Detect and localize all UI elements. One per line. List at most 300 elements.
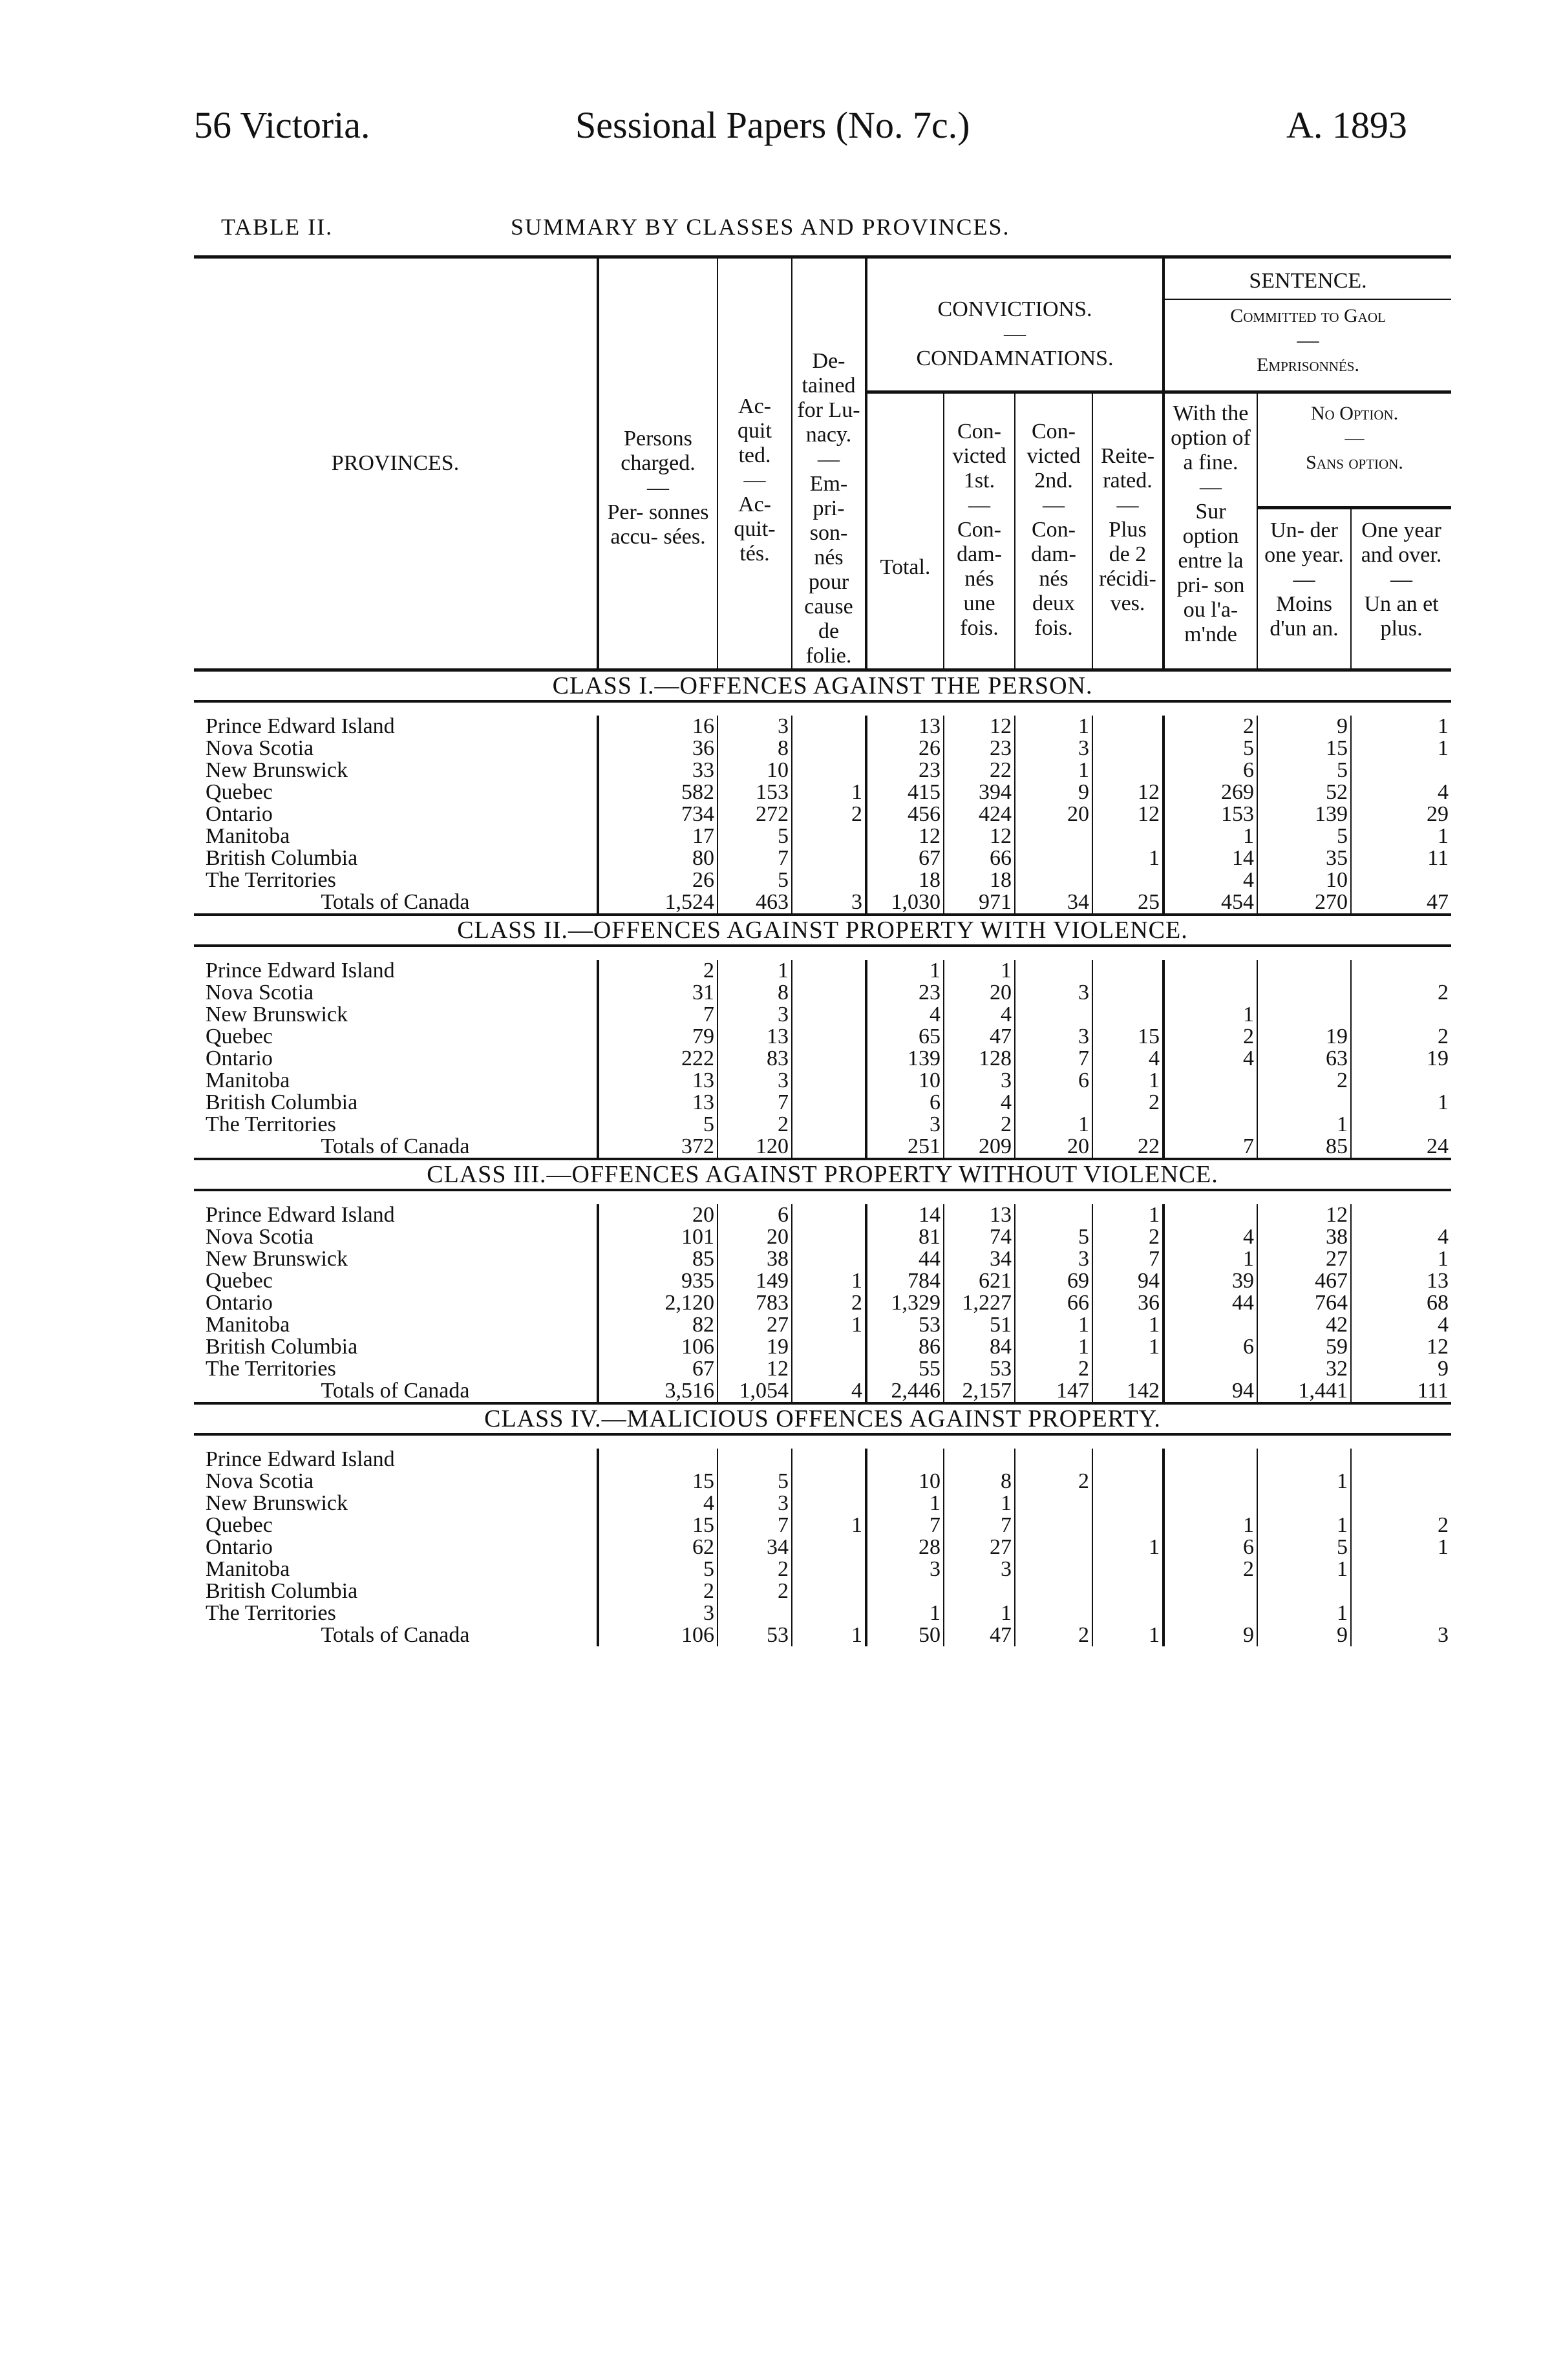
detained-lunacy-cell <box>792 847 866 869</box>
persons-charged-cell: 2,120 <box>598 1292 717 1314</box>
province-name: New Brunswick <box>206 758 348 782</box>
convicted-second-cell: 1 <box>1015 760 1092 781</box>
convictions-total-cell: 28 <box>866 1536 944 1558</box>
spacer-row <box>194 701 1451 716</box>
convicted-first-total-cell: 2,157 <box>944 1380 1015 1403</box>
convicted-second-cell: 3 <box>1015 982 1092 1004</box>
convicted-first-cell: 74 <box>944 1226 1015 1248</box>
province-name: Manitoba <box>206 824 290 848</box>
with-option-fine-cell <box>1164 1314 1257 1336</box>
one-year-and-over-cell: 4 <box>1351 1226 1451 1248</box>
province-name: Prince Edward Island <box>206 959 395 983</box>
province-name: Prince Edward Island <box>206 714 395 738</box>
detained-lunacy-cell <box>792 1092 866 1114</box>
persons-charged-cell: 31 <box>598 982 717 1004</box>
one-year-over-header: One year and over. — Un an et plus. <box>1351 507 1451 670</box>
detained-lunacy-cell <box>792 1004 866 1026</box>
persons-charged-cell: 85 <box>598 1248 717 1270</box>
under-one-year-cell: 1 <box>1257 1558 1351 1580</box>
province-name: New Brunswick <box>206 1247 348 1271</box>
persons-charged-cell: 101 <box>598 1226 717 1248</box>
convicted-first-total-cell: 971 <box>944 891 1015 915</box>
detained-lunacy-cell <box>792 1048 866 1070</box>
acquitted-cell: 38 <box>717 1248 792 1270</box>
convictions-total-cell: 415 <box>866 781 944 803</box>
one-year-and-over-cell <box>1351 1449 1451 1471</box>
persons-charged-cell: 36 <box>598 738 717 760</box>
detained-lunacy-cell <box>792 1580 866 1602</box>
table-row <box>194 1026 1451 1048</box>
under-one-year-cell: 10 <box>1257 869 1351 891</box>
under-one-year-total-cell: 9 <box>1257 1624 1351 1646</box>
under-one-year-cell: 764 <box>1257 1292 1351 1314</box>
detained-lunacy-cell <box>792 825 866 847</box>
table-row <box>194 1536 1451 1558</box>
under-one-year-cell: 2 <box>1257 1070 1351 1092</box>
persons-charged-cell: 80 <box>598 847 717 869</box>
reiterated-cell <box>1092 1558 1164 1580</box>
detained-lunacy-total-cell: 3 <box>792 891 866 915</box>
reiterated-cell <box>1092 1114 1164 1136</box>
no-option-header: No Option. — Sans option. <box>1257 392 1451 508</box>
convicted-second-cell: 6 <box>1015 1070 1092 1092</box>
persons-charged-cell: 2 <box>598 1580 717 1602</box>
persons-charged-cell: 13 <box>598 1070 717 1092</box>
province-name: Ontario <box>206 1047 273 1070</box>
convictions-total-cell: 18 <box>866 869 944 891</box>
class-title: CLASS II.—OFFENCES AGAINST PROPERTY WITH VIOLENCE. <box>194 915 1451 946</box>
convictions-total-cell: 86 <box>866 1336 944 1358</box>
convictions-total-cell: 12 <box>866 825 944 847</box>
under-one-year-cell: 1 <box>1257 1114 1351 1136</box>
sentence-header: SENTENCE. Committed to Gaol — Emprisonnés. <box>1164 257 1451 392</box>
convicted-first-cell: 2 <box>944 1114 1015 1136</box>
detained-lunacy-cell: 2 <box>792 803 866 825</box>
persons-charged-cell: 582 <box>598 781 717 803</box>
table-row <box>194 960 1451 982</box>
under-one-year-cell: 1 <box>1257 1471 1351 1493</box>
reiterated-cell <box>1092 982 1164 1004</box>
persons-charged-cell <box>598 1449 717 1471</box>
summary-table <box>194 255 1451 1646</box>
convicted-second-total-cell: 2 <box>1015 1624 1092 1646</box>
reiterated-cell: 1 <box>1092 847 1164 869</box>
under-one-year-cell <box>1257 1004 1351 1026</box>
with-option-fine-cell <box>1164 1493 1257 1514</box>
detained-lunacy-cell <box>792 869 866 891</box>
convicted-first-header: Con- victed 1st. — Con- dam- nés une fois. <box>944 392 1015 670</box>
detained-lunacy-cell: 1 <box>792 1514 866 1536</box>
convictions-total-cell: 7 <box>866 1514 944 1536</box>
one-year-and-over-cell: 2 <box>1351 982 1451 1004</box>
reiterated-cell: 7 <box>1092 1248 1164 1270</box>
with-option-fine-cell <box>1164 960 1257 982</box>
province-name: The Territories <box>206 1601 336 1625</box>
convicted-second-cell <box>1015 1004 1092 1026</box>
one-year-and-over-cell: 1 <box>1351 1092 1451 1114</box>
summary-table-frame <box>194 194 1451 2188</box>
persons-charged-cell: 7 <box>598 1004 717 1026</box>
acquitted-cell: 13 <box>717 1026 792 1048</box>
convicted-second-cell: 69 <box>1015 1270 1092 1292</box>
table-row <box>194 1602 1451 1624</box>
acquitted-cell: 2 <box>717 1580 792 1602</box>
detained-lunacy-cell <box>792 1114 866 1136</box>
reiterated-cell: 12 <box>1092 803 1164 825</box>
one-year-and-over-total-cell: 111 <box>1351 1380 1451 1403</box>
persons-charged-cell: 15 <box>598 1514 717 1536</box>
convicted-first-cell: 621 <box>944 1270 1015 1292</box>
convicted-second-cell: 2 <box>1015 1358 1092 1380</box>
persons-charged-cell: 16 <box>598 716 717 738</box>
detained-lunacy-cell <box>792 1536 866 1558</box>
under-one-year-cell: 5 <box>1257 760 1351 781</box>
with-option-fine-cell: 269 <box>1164 781 1257 803</box>
total-header: Total. <box>866 392 944 670</box>
under-one-year-cell: 5 <box>1257 825 1351 847</box>
under-one-year-header: Un- der one year. — Moins d'un an. <box>1257 507 1351 670</box>
table-row <box>194 1449 1451 1471</box>
province-name: The Territories <box>206 868 336 892</box>
convicted-first-cell: 34 <box>944 1248 1015 1270</box>
province-name: Nova Scotia <box>206 981 314 1004</box>
persons-charged-total-cell: 106 <box>598 1624 717 1646</box>
convicted-second-cell: 1 <box>1015 716 1092 738</box>
one-year-and-over-cell: 1 <box>1351 738 1451 760</box>
acquitted-cell: 20 <box>717 1226 792 1248</box>
with-option-fine-cell <box>1164 1449 1257 1471</box>
persons-charged-cell: 79 <box>598 1026 717 1048</box>
sessional-papers-label: Sessional Papers (No. 7c.) <box>575 104 970 146</box>
province-name: Quebec <box>206 1513 273 1537</box>
detained-lunacy-cell: 2 <box>792 1292 866 1314</box>
convicted-first-cell: 18 <box>944 869 1015 891</box>
with-option-fine-cell: 1 <box>1164 1004 1257 1026</box>
detained-lunacy-cell: 1 <box>792 1270 866 1292</box>
under-one-year-cell: 467 <box>1257 1270 1351 1292</box>
one-year-and-over-cell <box>1351 960 1451 982</box>
with-option-fine-cell: 1 <box>1164 1248 1257 1270</box>
one-year-and-over-cell: 4 <box>1351 781 1451 803</box>
table-row <box>194 716 1451 738</box>
reiterated-cell <box>1092 1004 1164 1026</box>
detained-lunacy-cell <box>792 960 866 982</box>
reiterated-cell: 1 <box>1092 1336 1164 1358</box>
with-option-header: With the option of a fine. — Sur option entre la pri- son ou l'a- m'nde <box>1164 392 1257 670</box>
with-option-fine-cell <box>1164 1358 1257 1380</box>
convictions-total-cell: 81 <box>866 1226 944 1248</box>
year-label: A. 1893 <box>1286 104 1407 146</box>
under-one-year-cell: 38 <box>1257 1226 1351 1248</box>
class-header-row <box>194 1159 1451 1190</box>
under-one-year-total-cell: 85 <box>1257 1136 1351 1159</box>
convicted-first-cell: 47 <box>944 1026 1015 1048</box>
persons-charged-cell: 62 <box>598 1536 717 1558</box>
under-one-year-cell: 1 <box>1257 1602 1351 1624</box>
session-label: 56 Victoria. <box>194 104 370 146</box>
table-label: TABLE II. <box>221 214 334 240</box>
one-year-and-over-cell: 11 <box>1351 847 1451 869</box>
under-one-year-cell <box>1257 1580 1351 1602</box>
detained-lunacy-cell <box>792 1204 866 1226</box>
convicted-first-cell: 1,227 <box>944 1292 1015 1314</box>
reiterated-cell <box>1092 738 1164 760</box>
convicted-first-cell: 394 <box>944 781 1015 803</box>
acquitted-cell: 8 <box>717 738 792 760</box>
convicted-second-cell <box>1015 1602 1092 1624</box>
with-option-fine-total-cell: 94 <box>1164 1380 1257 1403</box>
acquitted-cell: 5 <box>717 1471 792 1493</box>
one-year-and-over-cell: 2 <box>1351 1026 1451 1048</box>
convicted-first-cell <box>944 1580 1015 1602</box>
acquitted-cell: 272 <box>717 803 792 825</box>
acquitted-total-cell: 120 <box>717 1136 792 1159</box>
with-option-fine-cell <box>1164 1070 1257 1092</box>
province-name: British Columbia <box>206 846 358 870</box>
with-option-fine-total-cell: 454 <box>1164 891 1257 915</box>
reiterated-cell: 1 <box>1092 1204 1164 1226</box>
convictions-total-cell: 6 <box>866 1092 944 1114</box>
convicted-second-total-cell: 20 <box>1015 1136 1092 1159</box>
province-name: Quebec <box>206 1269 273 1293</box>
persons-charged-cell: 26 <box>598 869 717 891</box>
convictions-total-cell: 1 <box>866 960 944 982</box>
page-header <box>194 103 1454 162</box>
reiterated-cell <box>1092 760 1164 781</box>
reiterated-cell <box>1092 1449 1164 1471</box>
under-one-year-cell: 59 <box>1257 1336 1351 1358</box>
spacer-row <box>194 1434 1451 1449</box>
table-row <box>194 869 1451 891</box>
acquitted-cell: 5 <box>717 869 792 891</box>
convicted-second-cell <box>1015 825 1092 847</box>
table-title: SUMMARY BY CLASSES AND PROVINCES. <box>511 214 1010 240</box>
reiterated-cell: 4 <box>1092 1048 1164 1070</box>
one-year-and-over-cell <box>1351 1558 1451 1580</box>
with-option-fine-cell: 4 <box>1164 1048 1257 1070</box>
with-option-fine-cell: 5 <box>1164 738 1257 760</box>
reiterated-cell <box>1092 1580 1164 1602</box>
table-row <box>194 1292 1451 1314</box>
with-option-fine-cell <box>1164 1602 1257 1624</box>
one-year-and-over-cell: 1 <box>1351 825 1451 847</box>
reiterated-cell: 15 <box>1092 1026 1164 1048</box>
with-option-fine-cell: 39 <box>1164 1270 1257 1292</box>
province-name: Manitoba <box>206 1068 290 1092</box>
convictions-total-cell: 456 <box>866 803 944 825</box>
reiterated-cell: 36 <box>1092 1292 1164 1314</box>
persons-charged-cell: 5 <box>598 1558 717 1580</box>
detained-lunacy-total-cell <box>792 1136 866 1159</box>
totals-label: Totals of Canada <box>321 1134 470 1158</box>
convicted-first-cell: 1 <box>944 1493 1015 1514</box>
convicted-second-cell: 7 <box>1015 1048 1092 1070</box>
convicted-first-cell: 4 <box>944 1092 1015 1114</box>
acquitted-cell: 3 <box>717 1004 792 1026</box>
with-option-fine-cell: 6 <box>1164 1336 1257 1358</box>
under-one-year-cell: 15 <box>1257 738 1351 760</box>
reiterated-cell: 2 <box>1092 1092 1164 1114</box>
detained-lunacy-cell: 1 <box>792 781 866 803</box>
detained-lunacy-cell <box>792 982 866 1004</box>
table-row <box>194 1493 1451 1514</box>
class-title: CLASS IV.—MALICIOUS OFFENCES AGAINST PROPERTY. <box>194 1403 1451 1434</box>
convicted-second-header: Con- victed 2nd. — Con- dam- nés deux fois. <box>1015 392 1092 670</box>
one-year-and-over-cell <box>1351 1493 1451 1514</box>
acquitted-cell: 7 <box>717 1514 792 1536</box>
acquitted-cell <box>717 1449 792 1471</box>
under-one-year-cell: 35 <box>1257 847 1351 869</box>
acquitted-cell: 27 <box>717 1314 792 1336</box>
convictions-total-cell: 55 <box>866 1358 944 1380</box>
with-option-fine-cell: 6 <box>1164 1536 1257 1558</box>
convictions-total-cell: 4 <box>866 1004 944 1026</box>
province-name: New Brunswick <box>206 1491 348 1515</box>
reiterated-total-cell: 22 <box>1092 1136 1164 1159</box>
convictions-total-cell: 23 <box>866 760 944 781</box>
convictions-total-cell: 44 <box>866 1248 944 1270</box>
detained-lunacy-cell <box>792 1336 866 1358</box>
acquitted-cell: 3 <box>717 1493 792 1514</box>
reiterated-cell <box>1092 869 1164 891</box>
persons-charged-cell: 15 <box>598 1471 717 1493</box>
totals-row <box>194 1624 1451 1646</box>
convicted-first-cell: 3 <box>944 1558 1015 1580</box>
convicted-first-cell: 424 <box>944 803 1015 825</box>
with-option-fine-cell: 2 <box>1164 716 1257 738</box>
detained-lunacy-cell <box>792 1493 866 1514</box>
acquitted-cell <box>717 1602 792 1624</box>
spacer-row <box>194 1190 1451 1204</box>
convicted-first-cell: 1 <box>944 960 1015 982</box>
convictions-total-cell: 3 <box>866 1558 944 1580</box>
convicted-first-total-cell: 209 <box>944 1136 1015 1159</box>
reiterated-total-cell: 142 <box>1092 1380 1164 1403</box>
with-option-fine-cell: 153 <box>1164 803 1257 825</box>
convicted-second-cell <box>1015 1449 1092 1471</box>
class-header-row <box>194 670 1451 702</box>
detained-lunacy-cell <box>792 1602 866 1624</box>
acquitted-total-cell: 53 <box>717 1624 792 1646</box>
class-header-row <box>194 915 1451 946</box>
province-name: The Territories <box>206 1112 336 1136</box>
spacer-cell <box>194 701 1451 716</box>
convicted-first-cell: 4 <box>944 1004 1015 1026</box>
reiterated-cell <box>1092 1514 1164 1536</box>
with-option-fine-cell: 44 <box>1164 1292 1257 1314</box>
under-one-year-cell: 1 <box>1257 1514 1351 1536</box>
reiterated-cell <box>1092 1358 1164 1380</box>
table-row <box>194 1114 1451 1136</box>
persons-charged-cell: 734 <box>598 803 717 825</box>
one-year-and-over-cell <box>1351 1204 1451 1226</box>
persons-charged-total-cell: 372 <box>598 1136 717 1159</box>
table-row <box>194 1204 1451 1226</box>
table-row <box>194 1092 1451 1114</box>
acquitted-cell: 10 <box>717 760 792 781</box>
convictions-total-cell: 1,329 <box>866 1292 944 1314</box>
table-row <box>194 847 1451 869</box>
persons-charged-cell: 3 <box>598 1602 717 1624</box>
convictions-total-total-cell: 1,030 <box>866 891 944 915</box>
with-option-fine-cell: 6 <box>1164 760 1257 781</box>
convicted-second-cell: 1 <box>1015 1314 1092 1336</box>
reiterated-total-cell: 1 <box>1092 1624 1164 1646</box>
under-one-year-total-cell: 270 <box>1257 891 1351 915</box>
under-one-year-total-cell: 1,441 <box>1257 1380 1351 1403</box>
table-row <box>194 1358 1451 1380</box>
convicted-second-cell: 3 <box>1015 1026 1092 1048</box>
totals-row <box>194 891 1451 915</box>
detained-lunacy-cell <box>792 716 866 738</box>
convicted-second-cell <box>1015 1092 1092 1114</box>
totals-row <box>194 1380 1451 1403</box>
totals-label: Totals of Canada <box>321 890 470 914</box>
acquitted-cell: 783 <box>717 1292 792 1314</box>
convictions-total-total-cell: 50 <box>866 1624 944 1646</box>
one-year-and-over-cell: 1 <box>1351 1536 1451 1558</box>
with-option-fine-cell <box>1164 1204 1257 1226</box>
convictions-total-cell: 14 <box>866 1204 944 1226</box>
reiterated-cell: 1 <box>1092 1070 1164 1092</box>
acquitted-cell: 3 <box>717 716 792 738</box>
detained-lunacy-cell <box>792 1026 866 1048</box>
with-option-fine-total-cell: 9 <box>1164 1624 1257 1646</box>
with-option-fine-cell: 1 <box>1164 825 1257 847</box>
province-name: New Brunswick <box>206 1003 348 1026</box>
province-name: Prince Edward Island <box>206 1447 395 1471</box>
convictions-total-cell: 65 <box>866 1026 944 1048</box>
reiterated-cell <box>1092 1493 1164 1514</box>
convictions-total-cell: 26 <box>866 738 944 760</box>
one-year-and-over-cell: 29 <box>1351 803 1451 825</box>
acquitted-cell: 5 <box>717 825 792 847</box>
convictions-total-cell: 67 <box>866 847 944 869</box>
table-row <box>194 781 1451 803</box>
under-one-year-cell: 42 <box>1257 1314 1351 1336</box>
reiterated-cell <box>1092 825 1164 847</box>
province-name: Ontario <box>206 1291 273 1315</box>
convicted-first-cell: 12 <box>944 825 1015 847</box>
persons-charged-total-cell: 1,524 <box>598 891 717 915</box>
table-row <box>194 1514 1451 1536</box>
acquitted-total-cell: 1,054 <box>717 1380 792 1403</box>
persons-charged-cell: 4 <box>598 1493 717 1514</box>
under-one-year-cell: 5 <box>1257 1536 1351 1558</box>
with-option-fine-cell <box>1164 982 1257 1004</box>
table-row <box>194 1248 1451 1270</box>
convicted-second-cell <box>1015 847 1092 869</box>
convicted-first-cell <box>944 1449 1015 1471</box>
persons-charged-cell: 106 <box>598 1336 717 1358</box>
persons-charged-cell: 82 <box>598 1314 717 1336</box>
detained-lunacy-cell <box>792 1358 866 1380</box>
convicted-second-cell <box>1015 960 1092 982</box>
spacer-cell <box>194 1434 1451 1449</box>
table-title-row <box>194 194 1451 259</box>
province-name: Quebec <box>206 1025 273 1048</box>
acquitted-cell: 19 <box>717 1336 792 1358</box>
convictions-total-cell: 23 <box>866 982 944 1004</box>
province-name: Manitoba <box>206 1313 290 1337</box>
acquitted-cell: 6 <box>717 1204 792 1226</box>
province-name: Nova Scotia <box>206 736 314 760</box>
totals-label: Totals of Canada <box>321 1623 470 1647</box>
convicted-second-cell: 3 <box>1015 1248 1092 1270</box>
acquitted-cell: 3 <box>717 1070 792 1092</box>
under-one-year-cell: 27 <box>1257 1248 1351 1270</box>
convictions-total-total-cell: 251 <box>866 1136 944 1159</box>
